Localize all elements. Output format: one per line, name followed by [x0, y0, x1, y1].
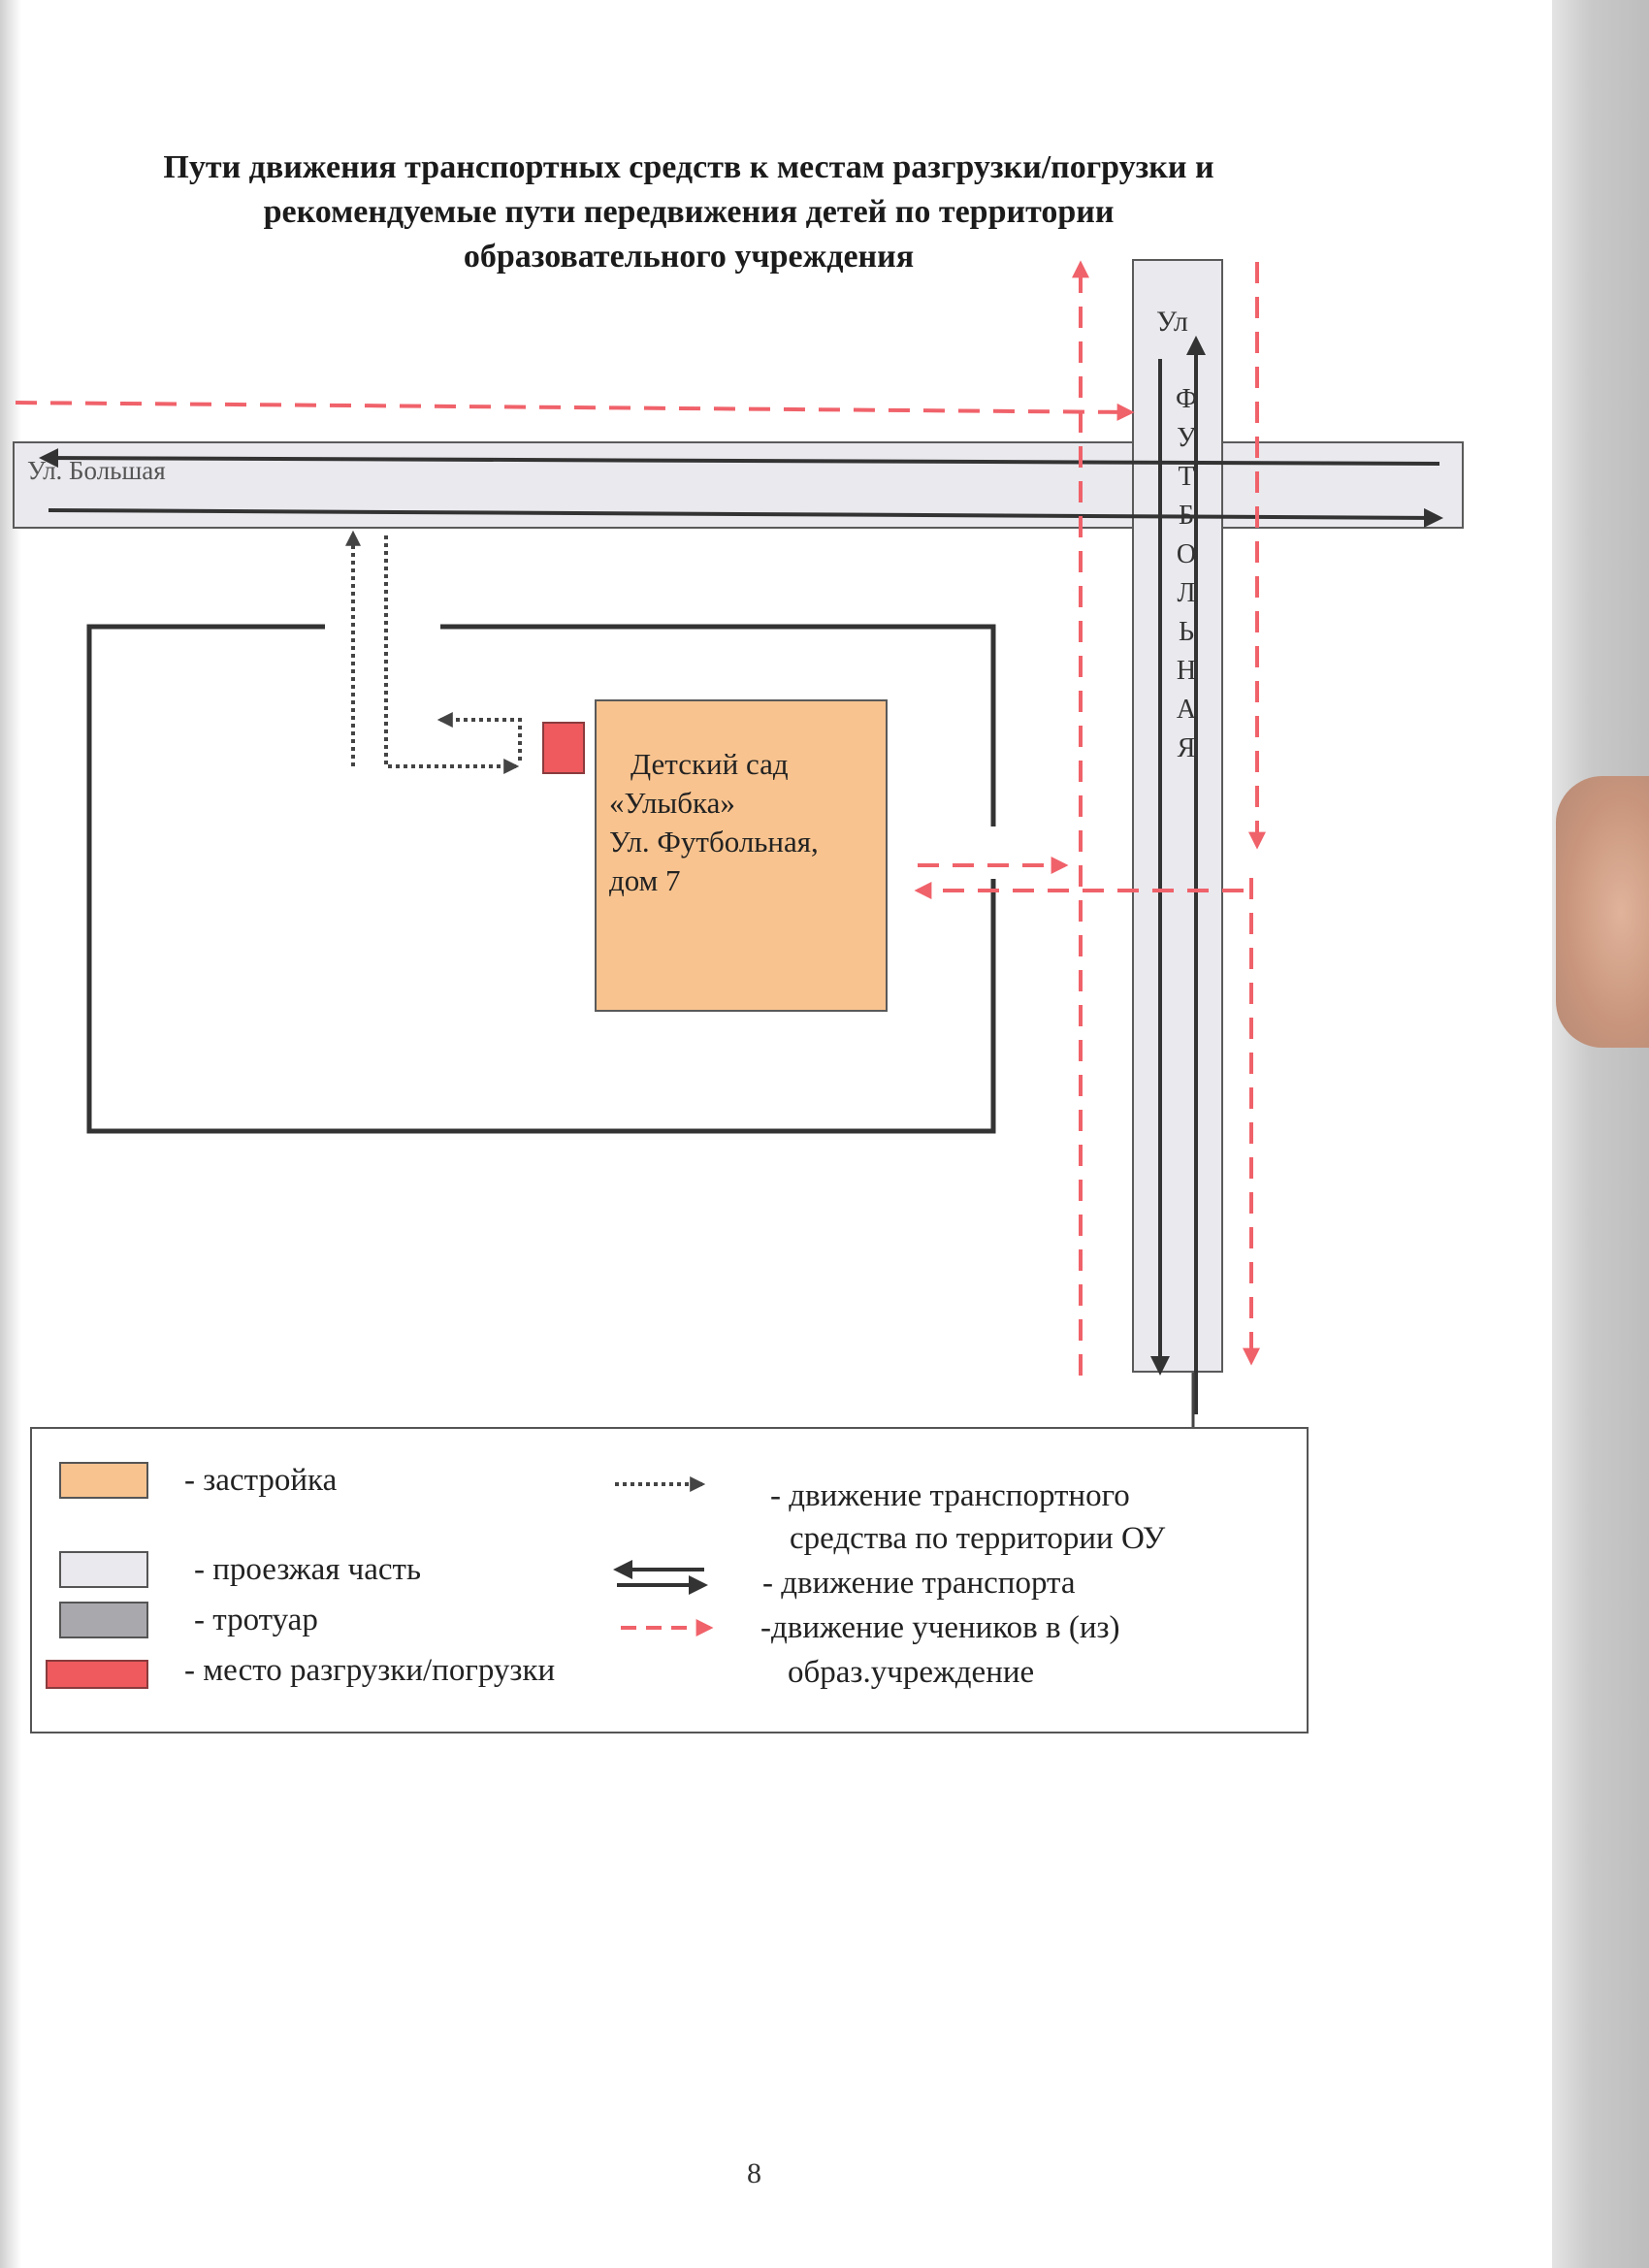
- legend-label-vehicle-route: - движение транспортного: [770, 1478, 1130, 1513]
- legend-label-students: -движение учеников в (из): [760, 1610, 1120, 1645]
- legend-label-building: - застройка: [184, 1463, 338, 1498]
- street-label-letter: Ь: [1178, 617, 1195, 647]
- building-label-line: «Улыбка»: [609, 786, 735, 820]
- legend-swatch-roadway: [60, 1552, 147, 1587]
- street-label-letter: Б: [1178, 501, 1195, 531]
- title-line: Пути движения транспортных средств к местам разгрузки/погрузки и: [163, 149, 1214, 185]
- building-label-line: дом 7: [609, 863, 681, 897]
- legend-label-loading-place: - место разгрузки/погрузки: [184, 1653, 556, 1688]
- street-label-letter: Я: [1177, 733, 1196, 763]
- legend-label-traffic: - движение транспорта: [762, 1566, 1076, 1601]
- students-path-top: [16, 403, 1131, 412]
- street-label-futbolnaya: [1172, 380, 1201, 768]
- legend-label-sidewalk: - тротуар: [194, 1603, 318, 1637]
- street-label-bolshaya: Ул. Большая: [27, 456, 166, 485]
- legend-swatch-building: [60, 1463, 147, 1498]
- legend-swatch-loading: [47, 1661, 147, 1688]
- building-label-line: Ул. Футбольная,: [609, 825, 819, 859]
- legend-label-students: образ.учреждение: [788, 1655, 1035, 1690]
- legend-label-vehicle-route: средства по территории ОУ: [790, 1521, 1166, 1556]
- street-label-letter: Н: [1176, 656, 1197, 686]
- street-label-letter: Ф: [1175, 384, 1198, 414]
- street-label-futbolnaya-prefix: Ул: [1156, 306, 1188, 338]
- title-line: образовательного учреждения: [463, 239, 915, 275]
- street-label-letter: Т: [1178, 462, 1195, 492]
- legend-swatch-sidewalk: [60, 1603, 147, 1637]
- vehicle-route-entry: [386, 535, 516, 766]
- street-label-letter: А: [1176, 695, 1197, 725]
- loading-place: [543, 723, 584, 773]
- building-label: [609, 745, 881, 900]
- street-label-letter: У: [1177, 423, 1196, 453]
- vehicle-route-exit: [440, 720, 520, 761]
- street-label-letter: Л: [1177, 578, 1196, 608]
- street-label-letter: О: [1176, 539, 1197, 569]
- page-number: 8: [747, 2157, 761, 2189]
- title-line: рекомендуемые пути передвижения детей по территории: [263, 194, 1115, 230]
- legend-label-roadway: - проезжая часть: [194, 1552, 422, 1587]
- building-label-line: Детский сад: [630, 747, 789, 781]
